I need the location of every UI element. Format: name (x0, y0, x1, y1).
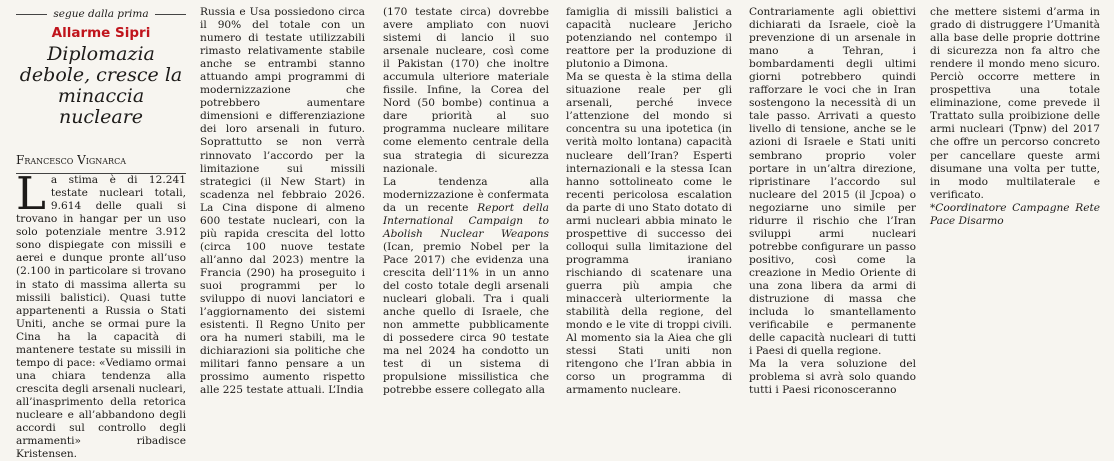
flowed-paragraph: Ma la vera soluzione del problema si avrà solo quando tutti i Paesi riconosceranno (749, 358, 916, 397)
flowed-paragraph: *Coordinatore Campagne Rete Pace Disarmo (930, 201, 1101, 227)
drop-cap: L (16, 167, 46, 221)
column-4 (566, 6, 732, 397)
flowed-paragraph: famiglia di missili balistici a capacità nucleare Jericho potenziando nel contempo il reattore per la produzione di plutonio a Dimona. (566, 6, 733, 71)
flowed-paragraph: La tendenza alla modernizzazione è confermata da un recente Report della International Campaign to Abolish Nuclear Weapons (Ican, premio Nobel per la Pace 2017) che evidenza una crescita dell’11% in un anno del costo totale degli arsenali nucleari globali. Tra i quali anche quello di Israele, che non ammette pubblicamente di possedere circa 90 testate ma nel 2024 ha condotto un test di un sistema di propulsione missilistica che potrebbe essere collegato alla (383, 175, 550, 397)
author-byline: Francesco Vignarca (16, 154, 186, 174)
report-title-fragment: Report della International Campaign to Abolish Nuclear Weapons (383, 201, 549, 240)
column-5 (749, 6, 916, 397)
column-2 (200, 6, 365, 397)
column-6 (930, 6, 1100, 228)
article-paragraph-1 (16, 167, 186, 461)
flowed-paragraph: che mettere sistemi d’arma in grado di distruggere l’Umanità alla base delle proprie dottrine di sicurezza non fa altro che rendere il mondo meno sicuro. Perciò occorre mettere in prospettiva una totale eliminazione, come prevede il Trattato sulla proibizione delle armi nucleari (Tpnw) del 2017 che offre un percorso concreto per cancellare queste armi disumane una volta per tutte, in modo multilaterale e verificato. (930, 6, 1101, 201)
headline: Diplomazia debole, cresce la minaccia nucleare (19, 43, 183, 129)
paragraph-1-text: a stima è di 12.241 testate nucleari totali, 9.614 delle quali si trovano in hangar per un uso solo potenziale mentre 3.912 sono dispiegate con missili e aerei e dunque pronte all’uso (2.100 in particolare si trovano in stato di massima allerta su missili balistici). Quasi tutte appartenenti a Russia o Stati Uniti, anche se ormai pure la Cina ha la capacità di mantenere testate su missili in tempo di pace: «Vediamo ormai una chiara tendenza alla crescita degli arsenali nucleari, all’inasprimento della retorica nucleare e all’abbandono degli accordi sul controllo degli armamenti» ribadisce Kristensen. (16, 174, 186, 461)
rule-right (155, 14, 186, 15)
column-3 (383, 6, 549, 397)
flowed-paragraph: Contrariamente agli obiettivi dichiarati da Israele, cioè la prevenzione di un arsenale in mano a Tehran, i bombardamenti degli ultimi giorni potrebbero quindi rafforzare le voci che in Iran sostengono la necessità di un tale passo. Arrivati a questo livello di tensione, anche se le azioni di Israele e Stati uniti sembrano proprio voler portare in un’altra direzione, ripristinare l’accordo sul nucleare del 2015 (il Jcpoa) o negoziarne uno simile per ridurre il rischio che l’Iran sviluppi armi nucleari potrebbe configurare un passo positivo, così come la creazione in Medio Oriente di una zona libera da armi di distruzione di massa che includa lo smantellamento verificabile e permanente delle capacità nucleari di tutti i Paesi di quella regione. (749, 6, 917, 358)
rule-left (16, 14, 47, 15)
column-1 (16, 6, 186, 461)
flowed-paragraph: Russia e Usa possiedono circa il 90% del totale con un numero di testate utilizzabili rimasto relativamente stabile anche se entrambi stanno attuando ampi programmi di modernizzazione che potrebbero aumentare dimensioni e differenziazione dei loro arsenali in futuro. Soprattutto se non verrà rinnovato l’accordo per la limitazione sui missili strategici (il New Start) in scadenza nel febbraio 2026. La Cina dispone di almeno 600 testate nucleari, con la più rapida crescita del lotto (circa 100 nuove testate all’anno dal 2023) mentre la Francia (290) ha proseguito i suoi programmi per lo sviluppo di nuovi lanciatori e l’aggiornamento dei sistemi esistenti. Il Regno Unito per ora ha numeri stabili, ma le dichiarazioni sia politiche che militari fanno pensare a un prossimo aumento rispetto alle 225 testate attuali. L’India (200, 6, 366, 397)
flowed-paragraph: (170 testate circa) dovrebbe avere ampliato con nuovi sistemi di lancio il suo arsenale nucleare, così come il Pakistan (170) che inoltre accumula ulteriore materiale fissile. Infine, la Corea del Nord (50 bombe) continua a dare priorità al suo programma nucleare militare come elemento centrale della sua strategia di sicurezza nazionale. (383, 6, 550, 175)
kicker: Allarme Sipri (51, 25, 151, 42)
continuation-label: segue dalla prima (53, 8, 149, 20)
flowed-paragraph: Ma se questa è la stima della situazione reale per gli arsenali, perché invece l’attenzione del mondo si concentra su una ipotetica (in verità molto lontana) capacità nucleare dell’Iran? Esperti internazionali e la stessa Ican hanno sottolineato come le recenti pericolosa escalation da parte di uno Stato dotato di armi nucleari abbia minato le prospettive di successo dei colloqui sulla limitazione del programma iraniano rischiando di scatenare una guerra più ampia che minaccerà ulteriormente la stabilità della regione, del mondo e le vite di troppi civili. Al momento sia la Aiea che gli stessi Stati uniti non ritengono che l’Iran abbia in corso un programma di armamento nucleare. (566, 71, 733, 397)
continuation-line (16, 8, 186, 21)
